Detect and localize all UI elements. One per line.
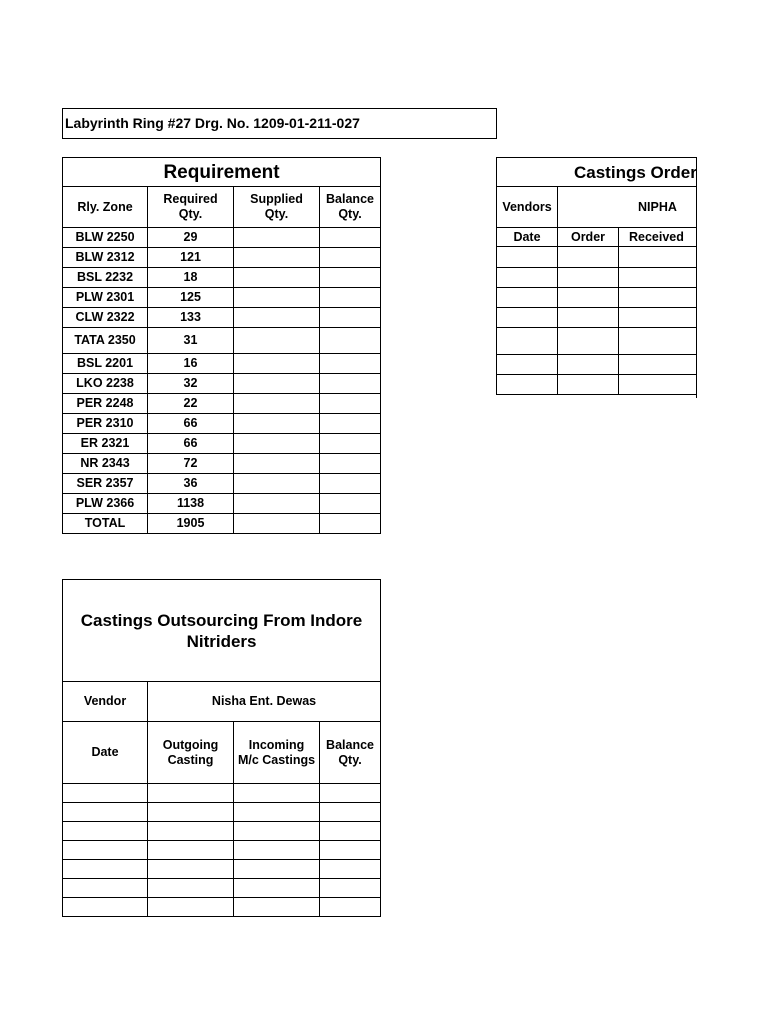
required-qty-cell: 66 — [148, 434, 234, 454]
required-qty-cell: 29 — [148, 228, 234, 248]
zone-cell: TATA 2350 — [63, 328, 148, 354]
table-row — [497, 268, 698, 288]
required-qty-cell: 16 — [148, 354, 234, 374]
column-header-order: Order — [558, 228, 619, 247]
zone-cell: SER 2357 — [63, 474, 148, 494]
column-header-date: Date — [63, 722, 148, 784]
balance-qty-cell — [320, 784, 381, 803]
outgoing-casting-cell — [148, 898, 234, 917]
date-cell — [497, 328, 558, 355]
received-cell — [619, 268, 698, 288]
order-cell — [558, 288, 619, 308]
table-row — [497, 375, 698, 395]
zone-cell: PLW 2366 — [63, 494, 148, 514]
column-header-required-qty: Required Qty. — [148, 187, 234, 228]
zone-cell: CLW 2322 — [63, 308, 148, 328]
outgoing-casting-cell — [148, 803, 234, 822]
required-qty-cell: 18 — [148, 268, 234, 288]
incoming-castings-cell — [234, 822, 320, 841]
table-row — [63, 822, 381, 841]
date-cell — [497, 268, 558, 288]
zone-cell: BSL 2201 — [63, 354, 148, 374]
date-cell — [497, 288, 558, 308]
date-cell — [63, 784, 148, 803]
incoming-castings-cell — [234, 879, 320, 898]
table-row — [63, 803, 381, 822]
table-row — [63, 898, 381, 917]
date-cell — [63, 841, 148, 860]
required-qty-cell: 133 — [148, 308, 234, 328]
order-cell — [558, 268, 619, 288]
vendors-label: Vendors — [497, 187, 558, 228]
required-qty-cell: 66 — [148, 414, 234, 434]
zone-cell: BSL 2232 — [63, 268, 148, 288]
total-value: 1905 — [148, 514, 234, 534]
zone-cell: PER 2248 — [63, 394, 148, 414]
zone-cell: BLW 2250 — [63, 228, 148, 248]
column-header-incoming-mc-castings: Incoming M/c Castings — [234, 722, 320, 784]
order-cell — [558, 375, 619, 395]
required-qty-cell: 72 — [148, 454, 234, 474]
balance-qty-cell — [320, 860, 381, 879]
total-label: TOTAL — [63, 514, 148, 534]
column-header-date: Date — [497, 228, 558, 247]
received-cell — [619, 355, 698, 375]
incoming-castings-cell — [234, 860, 320, 879]
balance-qty-cell — [320, 822, 381, 841]
date-cell — [63, 803, 148, 822]
table-row — [497, 247, 698, 268]
received-cell — [619, 247, 698, 268]
balance-qty-cell — [320, 898, 381, 917]
incoming-castings-cell — [234, 841, 320, 860]
zone-cell: LKO 2238 — [63, 374, 148, 394]
incoming-castings-cell — [234, 784, 320, 803]
zone-cell: PLW 2301 — [63, 288, 148, 308]
order-cell — [558, 355, 619, 375]
castings-order-table — [496, 157, 697, 395]
vendor-name-nisha: Nisha Ent. Dewas — [148, 682, 381, 722]
table-row — [497, 288, 698, 308]
order-cell — [558, 247, 619, 268]
column-header-received: Received — [619, 228, 698, 247]
column-header-supplied-qty: Supplied Qty. — [234, 187, 320, 228]
balance-qty-cell — [320, 803, 381, 822]
zone-cell: NR 2343 — [63, 454, 148, 474]
zone-cell: PER 2310 — [63, 414, 148, 434]
balance-qty-cell — [320, 879, 381, 898]
date-cell — [63, 860, 148, 879]
table-row — [497, 355, 698, 375]
required-qty-cell: 36 — [148, 474, 234, 494]
date-cell — [63, 879, 148, 898]
outsourcing-table — [62, 579, 381, 917]
column-header-outgoing-casting: Outgoing Casting — [148, 722, 234, 784]
table-row — [63, 879, 381, 898]
outgoing-casting-cell — [148, 841, 234, 860]
outgoing-casting-cell — [148, 860, 234, 879]
column-header-balance-qty: Balance Qty. — [320, 187, 381, 228]
outsourcing-title: Castings Outsourcing From Indore Nitriders — [63, 580, 381, 682]
requirement-title: Requirement — [63, 158, 381, 187]
incoming-castings-cell — [234, 803, 320, 822]
zone-cell: ER 2321 — [63, 434, 148, 454]
table-row — [497, 308, 698, 328]
outgoing-casting-cell — [148, 879, 234, 898]
outgoing-casting-cell — [148, 784, 234, 803]
received-cell — [619, 375, 698, 395]
order-cell — [558, 308, 619, 328]
zone-cell: BLW 2312 — [63, 248, 148, 268]
column-header-balance-qty: Balance Qty. — [320, 722, 381, 784]
castings-order-title: Castings Order — [497, 158, 698, 187]
required-qty-cell: 31 — [148, 328, 234, 354]
required-qty-cell: 1138 — [148, 494, 234, 514]
table-row — [497, 328, 698, 355]
table-row — [63, 841, 381, 860]
drawing-title: Labyrinth Ring #27 Drg. No. 1209-01-211-027 — [62, 108, 497, 139]
balance-qty-cell — [320, 841, 381, 860]
received-cell — [619, 308, 698, 328]
received-cell — [619, 288, 698, 308]
outgoing-casting-cell — [148, 822, 234, 841]
date-cell — [63, 898, 148, 917]
column-header-rly-zone: Rly. Zone — [63, 187, 148, 228]
date-cell — [497, 375, 558, 395]
date-cell — [497, 247, 558, 268]
date-cell — [497, 308, 558, 328]
table-row — [63, 860, 381, 879]
castings-order-right-edge — [696, 157, 697, 398]
required-qty-cell: 125 — [148, 288, 234, 308]
date-cell — [497, 355, 558, 375]
vendor-name-nipha: NIPHA — [558, 187, 698, 228]
received-cell — [619, 328, 698, 355]
vendor-label: Vendor — [63, 682, 148, 722]
table-row — [63, 784, 381, 803]
order-cell — [558, 328, 619, 355]
required-qty-cell: 32 — [148, 374, 234, 394]
required-qty-cell: 121 — [148, 248, 234, 268]
incoming-castings-cell — [234, 898, 320, 917]
required-qty-cell: 22 — [148, 394, 234, 414]
date-cell — [63, 822, 148, 841]
